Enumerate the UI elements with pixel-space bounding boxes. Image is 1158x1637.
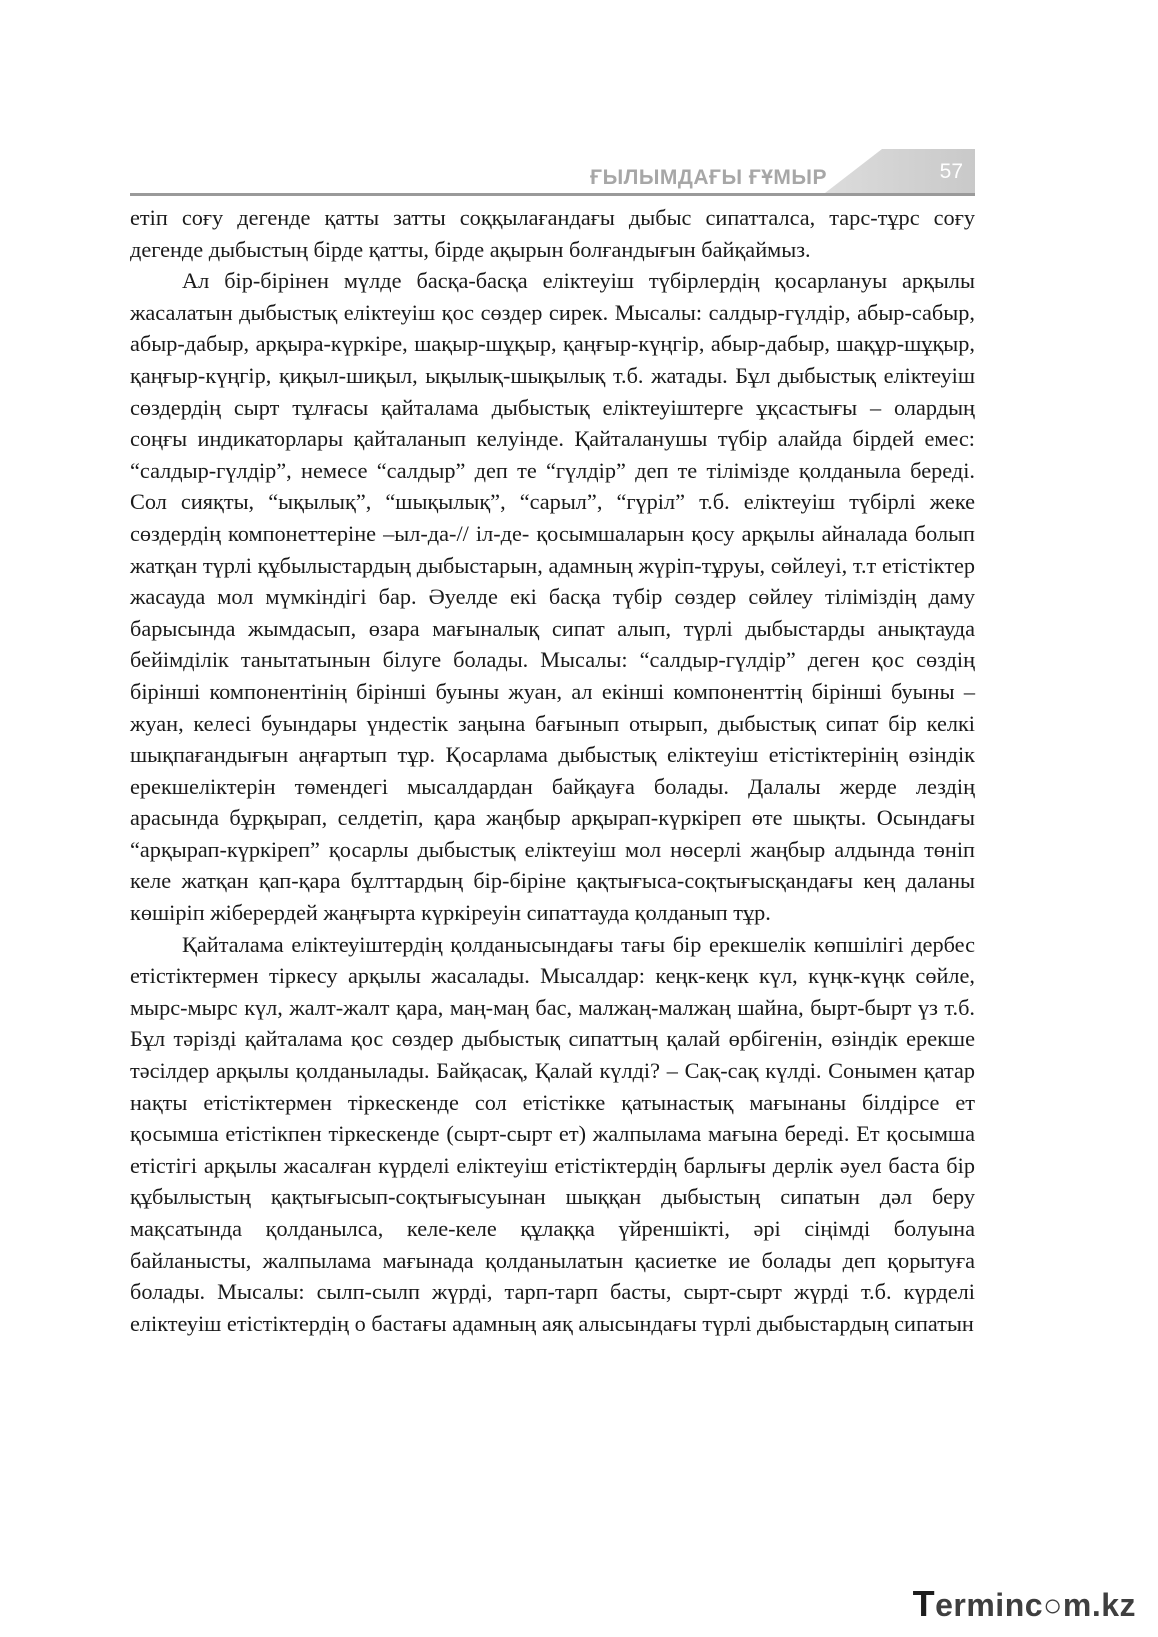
header-rule — [130, 193, 975, 196]
running-header — [130, 148, 975, 196]
watermark-letter: T — [912, 1583, 936, 1624]
paragraph-3: Қайталама еліктеуіштердің қолданысындағы тағы бір ерекшелік көпшілігі дербес етістіктермен тіркесу арқылы жасалады. Мысалдар: кеңк-кеңк күл, күңк-күңк сөйле, мырс-мырс күл, жалт-жалт қара, маң-маң бас, малжаң-малжаң шайна, бырт-бырт үз т.б. Бұл тәрізді қайталама қос сөздер дыбыстық сипаттың қалай өрбігенін, өзіндік ерекше тәсілдер арқылы қолданылады. Байқасақ, Қалай күлді? – Сақ-сақ күлді. Сонымен қатар нақты етістіктермен тіркескенде сол етістікке қатынастық мағынаны білдірсе ет қосымша етістікпен тіркескенде (сырт-сырт ет) жалпылама мағына береді. Ет қосымша етістігі арқылы жасалған күрделі еліктеуіш етістіктердің барлығы дерлік әуел баста бір құбылыстың қақтығысып-соқтығысуынан шыққан дыбыстың сипатын дәл беру мақсатында қолданылса, келе-келе құлаққа үйреншікті, әрі сіңімді болуына байланысты, жалпылама мағынада қолданылатын қасиетке ие болады деп қорытуға болады. Мысалы: сылп-сылп жүрді, тарп-тарп басты, сырт-сырт жүрді т.б. күрделі еліктеуіш етістіктердің о бастағы адамның аяқ алысындағы түрлі дыбыстардың сипатын — [130, 931, 975, 1336]
body-text — [130, 202, 975, 1339]
paragraph-2: Ал бір-бірінен мүлде басқа-басқа еліктеуіш түбірлердің қосарлануы арқылы жасалатын дыбыстық еліктеуіш қос сөздер сирек. Мысалы: салдыр-гүлдір, абыр-сабыр, абыр-дабыр, арқыра-күркіре, шақыр-шұқыр, қаңғыр-күңгір, абыр-дабыр, шақұр-шұқыр, қаңғыр-күңгір, қиқыл-шиқыл, ықылық-шықылық т.б. жатады. Бұл дыбыстық еліктеуіш сөздердің сырт тұлғасы қайталама дыбыстық еліктеуіштерге ұқсастығы – олардың соңғы индикаторлары қайталанып келуінде. Қайталанушы түбір алайда бірдей емес: “салдыр-гүлдір”, немесе “салдыр” деп те “гүлдір” деп те тілімізде қолданыла береді. Сол сияқты, “ықылық”, “шықылық”, “сарыл”, “гүріл” т.б. еліктеуіш түбірлі жеке сөздердің компонеттеріне –ыл-да-// іл-де- қосымшаларын қосу арқылы айналада болып жатқан түрлі құбылыстардың дыбыстарын, адамның жүріп-тұруы, сөйлеуі, т.т етістіктер жасауда мол мүмкіндігі бар. Әуелде екі басқа түбір сөздер сөйлеу тіліміздің даму барысында жымдасып, өзара мағыналық сипат алып, түрлі дыбыстарды анықтауда бейімділік танытатынын білуге болады. Мысалы: “салдыр-гүлдір” деген қос сөздің бірінші компонентінің бірінші буыны жуан, ал екінші компоненттің бірінші буыны – жуан, келесі буындары үндестік заңына бағынып отырып, дыбыстық сипат бір келкі шықпағандығын аңғартып тұр. Қосарлама дыбыстық еліктеуіш етістіктерінің өзіндік ерекшеліктерін төмендегі мысалдардан байқауға болады. Далалы жерде лездің арасында бұрқырап, селдетіп, қара жаңбыр арқырап-күркіреп өте шықты. Осындағы “арқырап-күркіреп” қосарлы дыбыстық еліктеуіш мол нөсерлі жаңбыр алдында төніп келе жатқан қап-қара бұлттардың бір-біріне қақтығыса-соқтығысқандағы кең даланы көшіріп жіберердей жаңғырта күркіреуін сипаттауда қолданып тұр. — [130, 268, 975, 926]
paragraph-1: етіп соғу дегенде қатты затты соққылағандағы дыбыс сипатталса, тарс-тұрс соғу дегенде дыбыстың бірде қатты, бірде ақырын болғандығын байқаймыз. — [130, 205, 975, 262]
running-title: ҒЫЛЫМДАҒЫ ҒҰМЫР — [590, 166, 827, 189]
site-watermark — [913, 1583, 1136, 1625]
page-number: 57 — [939, 160, 963, 183]
watermark-text: erminc○m.kz — [935, 1587, 1136, 1623]
